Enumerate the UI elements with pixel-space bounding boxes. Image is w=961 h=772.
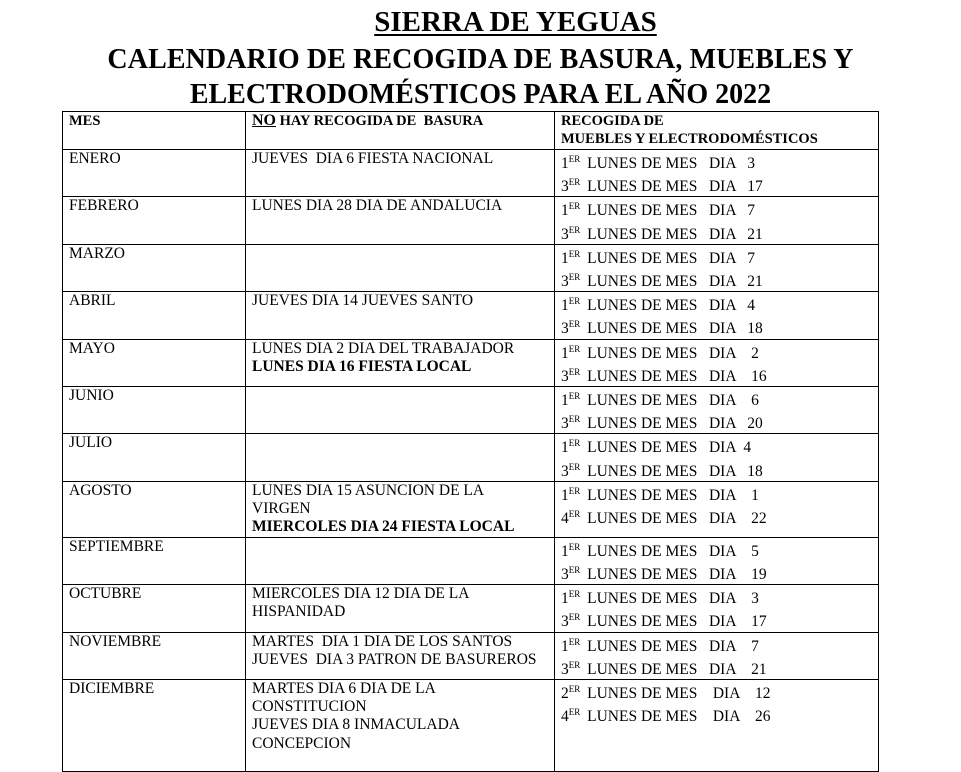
no-collection-line: MIERCOLES DIA 12 DIA DE LA <box>252 585 470 603</box>
collection-line <box>561 387 872 410</box>
collection-line <box>561 292 872 315</box>
table-row <box>63 585 879 632</box>
ordinal-suffix: ER <box>568 485 581 496</box>
month-name: JULIO <box>69 434 113 452</box>
no-collection-line: HISPANIDAD <box>252 603 346 621</box>
table-row <box>63 150 879 197</box>
no-collection-line: LUNES DIA 28 DIA DE ANDALUCIA <box>252 197 503 215</box>
ordinal-suffix: ER <box>568 201 581 212</box>
no-collection-line: LUNES DIA 16 FIESTA LOCAL <box>252 357 472 375</box>
no-collection-cell <box>246 680 555 772</box>
header-mes-label: MES <box>69 113 101 129</box>
week-number: 1 <box>561 297 569 315</box>
collection-day-text: LUNES DE MES DIA 4 <box>583 439 752 457</box>
collection-cell <box>555 150 879 197</box>
document-subtitle-line1: CALENDARIO DE RECOGIDA DE BASURA, MUEBLES Y <box>107 44 854 75</box>
collection-cell <box>555 537 879 584</box>
header-no-collection <box>246 112 555 150</box>
week-number: 1 <box>561 249 569 267</box>
table-row <box>63 537 879 584</box>
table-row <box>63 481 879 537</box>
ordinal-suffix: ER <box>568 636 581 647</box>
month-name: JUNIO <box>69 387 114 405</box>
collection-line <box>561 221 872 244</box>
ordinal-suffix: ER <box>568 612 581 623</box>
header-collection <box>555 112 879 150</box>
no-collection-line: MARTES DIA 1 DIA DE LOS SANTOS <box>252 632 513 650</box>
ordinal-suffix: ER <box>568 343 581 354</box>
collection-cell <box>555 197 879 244</box>
collection-line <box>561 268 872 291</box>
ordinal-suffix: ER <box>568 366 581 377</box>
collection-cell <box>555 244 879 291</box>
no-collection-cell <box>246 537 555 584</box>
document-subtitle-line2: ELECTRODOMÉSTICOS PARA EL AÑO 2022 <box>189 79 772 110</box>
week-number: 3 <box>561 367 569 385</box>
collection-day-text: LUNES DE MES DIA 17 <box>583 613 767 631</box>
collection-day-text: LUNES DE MES DIA 12 <box>583 685 771 703</box>
week-number: 3 <box>561 613 569 631</box>
week-number: 4 <box>561 510 569 528</box>
week-number: 3 <box>561 320 569 338</box>
week-number: 3 <box>561 660 569 678</box>
collection-line <box>561 505 872 528</box>
collection-day-text: LUNES DE MES DIA 22 <box>583 510 767 528</box>
table-row <box>63 387 879 434</box>
month-cell <box>63 434 246 481</box>
no-collection-line: CONCEPCION <box>252 734 352 752</box>
no-collection-line: JUEVES DIA 14 JUEVES SANTO <box>252 292 474 310</box>
month-cell <box>63 481 246 537</box>
month-name: FEBRERO <box>69 197 139 215</box>
month-cell <box>63 244 246 291</box>
table-row <box>63 339 879 386</box>
no-collection-cell <box>246 150 555 197</box>
collection-calendar-table <box>62 111 879 772</box>
collection-day-text: LUNES DE MES DIA 3 <box>583 590 759 608</box>
ordinal-suffix: ER <box>568 565 581 576</box>
collection-line <box>561 410 872 433</box>
week-number: 3 <box>561 225 569 243</box>
table-header-row <box>63 112 879 150</box>
no-collection-line: VIRGEN <box>252 500 311 518</box>
document-title <box>0 4 961 40</box>
no-collection-cell <box>246 481 555 537</box>
week-number: 1 <box>561 202 569 220</box>
month-name: SEPTIEMBRE <box>69 537 164 555</box>
collection-day-text: LUNES DE MES DIA 17 <box>583 178 763 196</box>
month-cell <box>63 632 246 679</box>
collection-day-text: LUNES DE MES DIA 21 <box>583 660 767 678</box>
month-cell <box>63 680 246 772</box>
no-collection-cell <box>246 339 555 386</box>
week-number: 1 <box>561 344 569 362</box>
no-collection-line: MARTES DIA 6 DIA DE LA <box>252 680 436 698</box>
collection-line <box>561 173 872 196</box>
month-cell <box>63 339 246 386</box>
collection-day-text: LUNES DE MES DIA 26 <box>583 708 771 726</box>
collection-line <box>561 340 872 363</box>
collection-line <box>561 608 872 631</box>
collection-cell <box>555 680 879 772</box>
collection-day-text: LUNES DE MES DIA 3 <box>583 155 756 172</box>
header-mes <box>63 112 246 150</box>
collection-line <box>561 482 872 505</box>
week-number: 3 <box>561 273 569 291</box>
ordinal-suffix: ER <box>568 296 581 307</box>
collection-cell <box>555 434 879 481</box>
collection-day-text: LUNES DE MES DIA 7 <box>583 637 759 655</box>
week-number: 1 <box>561 486 569 504</box>
collection-cell <box>555 481 879 537</box>
title-text: SIERRA DE YEGUAS <box>374 6 657 38</box>
no-collection-cell <box>246 197 555 244</box>
no-collection-cell <box>246 292 555 339</box>
no-collection-line: CONSTITUCION <box>252 698 367 716</box>
ordinal-suffix: ER <box>568 248 581 259</box>
collection-line <box>561 434 872 457</box>
table-row <box>63 197 879 244</box>
ordinal-suffix: ER <box>568 391 581 402</box>
collection-cell <box>555 632 879 679</box>
table-row <box>63 292 879 339</box>
no-collection-line: LUNES DIA 15 ASUNCION DE LA <box>252 481 485 499</box>
month-cell <box>63 585 246 632</box>
month-cell <box>63 292 246 339</box>
week-number: 3 <box>561 415 569 433</box>
collection-day-text: LUNES DE MES DIA 18 <box>583 320 763 338</box>
collection-day-text: LUNES DE MES DIA 2 <box>583 344 759 362</box>
no-collection-line: LUNES DIA 2 DIA DEL TRABAJADOR <box>252 339 515 357</box>
month-name: ENERO <box>69 150 121 167</box>
collection-day-text: LUNES DE MES DIA 19 <box>583 566 767 584</box>
ordinal-suffix: ER <box>568 684 581 695</box>
collection-day-text: LUNES DE MES DIA 6 <box>583 392 759 410</box>
collection-cell <box>555 292 879 339</box>
month-cell <box>63 387 246 434</box>
ordinal-suffix: ER <box>568 177 581 188</box>
ordinal-suffix: ER <box>568 461 581 472</box>
collection-line <box>561 656 872 679</box>
month-name: OCTUBRE <box>69 585 142 603</box>
week-number: 3 <box>561 462 569 480</box>
table-row <box>63 680 879 772</box>
table-row <box>63 434 879 481</box>
collection-day-text: LUNES DE MES DIA 21 <box>583 273 763 291</box>
no-collection-line: JUEVES DIA 6 FIESTA NACIONAL <box>252 150 494 167</box>
ordinal-suffix: ER <box>568 272 581 283</box>
collection-line <box>561 245 872 268</box>
collection-line <box>561 315 872 338</box>
header-rec-line2: MUEBLES Y ELECTRODOMÉSTICOS <box>561 131 818 148</box>
ordinal-suffix: ER <box>568 319 581 330</box>
week-number: 3 <box>561 566 569 584</box>
no-collection-cell <box>246 632 555 679</box>
no-collection-line: JUEVES DIA 3 PATRON DE BASUREROS <box>252 650 537 668</box>
collection-day-text: LUNES DE MES DIA 7 <box>583 202 756 220</box>
table-row <box>63 244 879 291</box>
collection-cell <box>555 387 879 434</box>
ordinal-suffix: ER <box>568 541 581 552</box>
ordinal-suffix: ER <box>568 659 581 670</box>
month-cell <box>63 150 246 197</box>
week-number: 1 <box>561 439 569 457</box>
collection-line <box>561 150 872 173</box>
week-number: 1 <box>561 155 569 172</box>
collection-day-text: LUNES DE MES DIA 5 <box>583 542 759 560</box>
month-name: DICIEMBRE <box>69 680 155 698</box>
collection-line <box>561 585 872 608</box>
no-collection-cell <box>246 244 555 291</box>
ordinal-suffix: ER <box>568 509 581 520</box>
collection-cell <box>555 585 879 632</box>
week-number: 1 <box>561 590 569 608</box>
month-name: NOVIEMBRE <box>69 632 162 650</box>
collection-day-text: LUNES DE MES DIA 4 <box>583 297 756 315</box>
week-number: 1 <box>561 392 569 410</box>
ordinal-suffix: ER <box>568 414 581 425</box>
week-number: 2 <box>561 685 569 703</box>
collection-line <box>561 363 872 386</box>
ordinal-suffix: ER <box>568 224 581 235</box>
week-number: 1 <box>561 542 569 560</box>
collection-line <box>561 538 872 561</box>
collection-line <box>561 458 872 481</box>
no-collection-cell <box>246 434 555 481</box>
month-cell <box>63 197 246 244</box>
collection-line <box>561 633 872 656</box>
collection-day-text: LUNES DE MES DIA 7 <box>583 249 756 267</box>
week-number: 3 <box>561 178 569 196</box>
ordinal-suffix: ER <box>568 707 581 718</box>
collection-day-text: LUNES DE MES DIA 16 <box>583 367 767 385</box>
month-name: AGOSTO <box>69 481 132 499</box>
no-collection-line: JUEVES DIA 8 INMACULADA <box>252 716 460 734</box>
week-number: 1 <box>561 637 569 655</box>
month-name: ABRIL <box>69 292 116 310</box>
ordinal-suffix: ER <box>568 154 581 164</box>
month-cell <box>63 537 246 584</box>
collection-line <box>561 561 872 584</box>
collection-day-text: LUNES DE MES DIA 21 <box>583 225 763 243</box>
collection-cell <box>555 339 879 386</box>
collection-day-text: LUNES DE MES DIA 20 <box>583 415 763 433</box>
no-collection-cell <box>246 387 555 434</box>
collection-line <box>561 703 872 726</box>
header-no-rest: HAY RECOGIDA DE BASURA <box>276 113 484 129</box>
collection-day-text: LUNES DE MES DIA 18 <box>583 462 763 480</box>
ordinal-suffix: ER <box>568 438 581 449</box>
week-number: 4 <box>561 708 569 726</box>
no-collection-line: MIERCOLES DIA 24 FIESTA LOCAL <box>252 518 515 536</box>
collection-day-text: LUNES DE MES DIA 1 <box>583 486 759 504</box>
month-name: MARZO <box>69 244 125 262</box>
ordinal-suffix: ER <box>568 589 581 600</box>
collection-line <box>561 197 872 220</box>
no-collection-cell <box>246 585 555 632</box>
header-rec-line1: RECOGIDA DE <box>561 113 664 129</box>
header-no-strong: NO <box>252 112 276 129</box>
table-row <box>63 632 879 679</box>
month-name: MAYO <box>69 339 115 357</box>
